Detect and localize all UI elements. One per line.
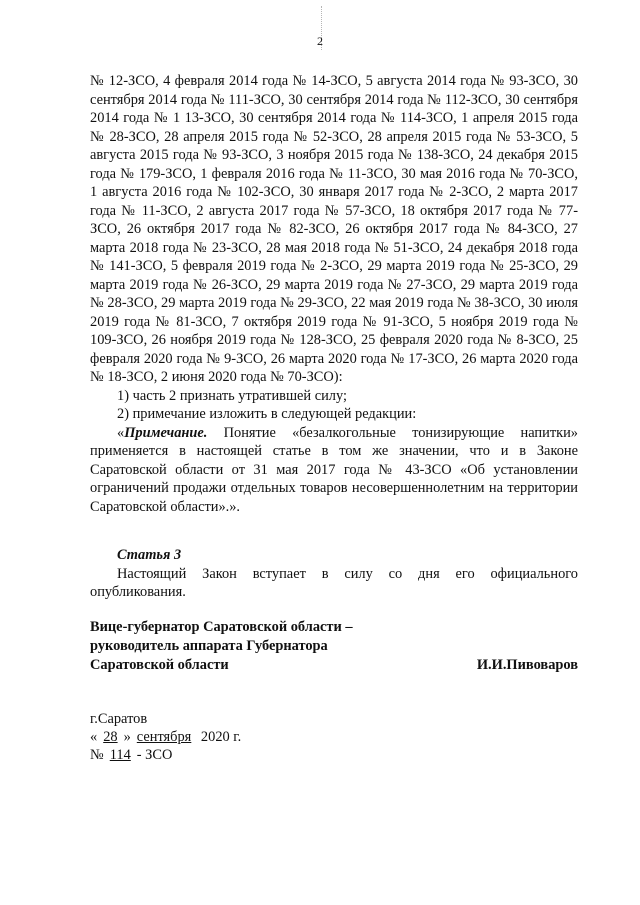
note-label: Примечание. <box>124 424 208 441</box>
article-3-title: Статья 3 <box>117 547 182 563</box>
signature-position-line-1: Вице-губернатор Саратовской области – <box>90 619 353 635</box>
signature-position-line-2: руководитель аппарата Губернатора <box>90 638 328 654</box>
number-suffix: - ЗСО <box>136 747 173 763</box>
signatory-name: И.И.Пивоваров <box>476 657 578 673</box>
article-3-text: Настоящий Закон вступает в силу со дня его официального опубликования. <box>90 565 578 600</box>
amendments-list-paragraph: № 12-ЗСО, 4 февраля 2014 года № 14-ЗСО, 5 августа 2014 года № 93-ЗСО, 30 сентября 2014 года № 111-ЗСО, 30 сентября 2014 года № 112-ЗСО, 30 сентября 2014 года № 1 13-ЗСО, 30 сентября 2014 года № 114-ЗСО, 1 апреля 2015 года № 28-ЗСО, 28 апреля 2015 года № 52-ЗСО, 28 апреля 2015 года № 53-ЗСО, 5 августа 2015 года № 93-ЗСО, 3 ноября 2015 года № 138-ЗСО, 24 декабря 2015 года № 179-ЗСО, 1 февраля 2016 года № 11-ЗСО, 30 мая 2016 года № 70-ЗСО, 1 августа 2016 года № 102-ЗСО, 30 января 2017 года № 2-ЗСО, 2 марта 2017 года № 11-ЗСО, 2 августа 2017 года № 57-ЗСО, 18 октября 2017 года № 77-ЗСО, 26 октября 2017 года № 82-ЗСО, 26 октября 2017 года № 84-ЗСО, 27 марта 2018 года № 23-ЗСО, 28 мая 2018 года № 51-ЗСО, 24 декабря 2018 года № 141-ЗСО, 5 февраля 2019 года № 2-ЗСО, 29 марта 2019 года № 25-ЗСО, 29 марта 2019 года № 26-ЗСО, 29 марта 2019 года № 27-ЗСО, 29 марта 2019 года № 28-ЗСО, 29 марта 2019 года № 29-ЗСО, 22 мая 2019 года № 38-ЗСО, 30 июля 2019 года № 81-ЗСО, 7 октября 2019 года № 91-ЗСО, 5 ноября 2019 года № 109-ЗСО, 26 ноября 2019 года № 128-ЗСО, 25 февраля 2020 года № 8-ЗСО, 25 февраля 2020 года № 9-ЗСО, 26 марта 2020 года № 17-ЗСО, 26 марта 2020 года № 18-ЗСО, 2 июня 2020 года № 70-ЗСО): <box>90 73 578 385</box>
page-number: 2 <box>317 34 323 48</box>
note-text: Понятие «безалкогольные тонизирующие напитки» применяется в настоящей статье в том же значении, что и в Законе Саратовской области от 31 мая 2017 года № 43-ЗСО «Об установлении ограничений продажи отдельных товаров несовершеннолетним на территории Саратовской области».». <box>90 424 578 515</box>
item-2: 2) примечание изложить в следующей редакции: <box>117 406 417 422</box>
date-year: 2020 г. <box>200 729 242 745</box>
document-footer <box>90 710 390 764</box>
date-month: сентября <box>136 729 192 745</box>
signature-last-row <box>90 656 578 675</box>
number-prefix: № <box>90 747 104 763</box>
footer-number <box>90 746 390 764</box>
date-close-quote: » <box>123 729 131 745</box>
signature-position-line-3: Саратовской области <box>90 657 229 673</box>
item-1: 1) часть 2 признать утратившей силу; <box>117 387 347 404</box>
note-paragraph <box>90 424 578 517</box>
footer-date <box>90 728 390 746</box>
law-body <box>90 72 578 602</box>
date-day: 28 <box>103 729 118 745</box>
date-open-quote: « <box>90 729 98 745</box>
signature-block <box>90 618 578 675</box>
document-number: 114 <box>109 747 131 763</box>
note-open-quote: « <box>117 424 125 441</box>
footer-city: г.Саратов <box>90 711 148 727</box>
